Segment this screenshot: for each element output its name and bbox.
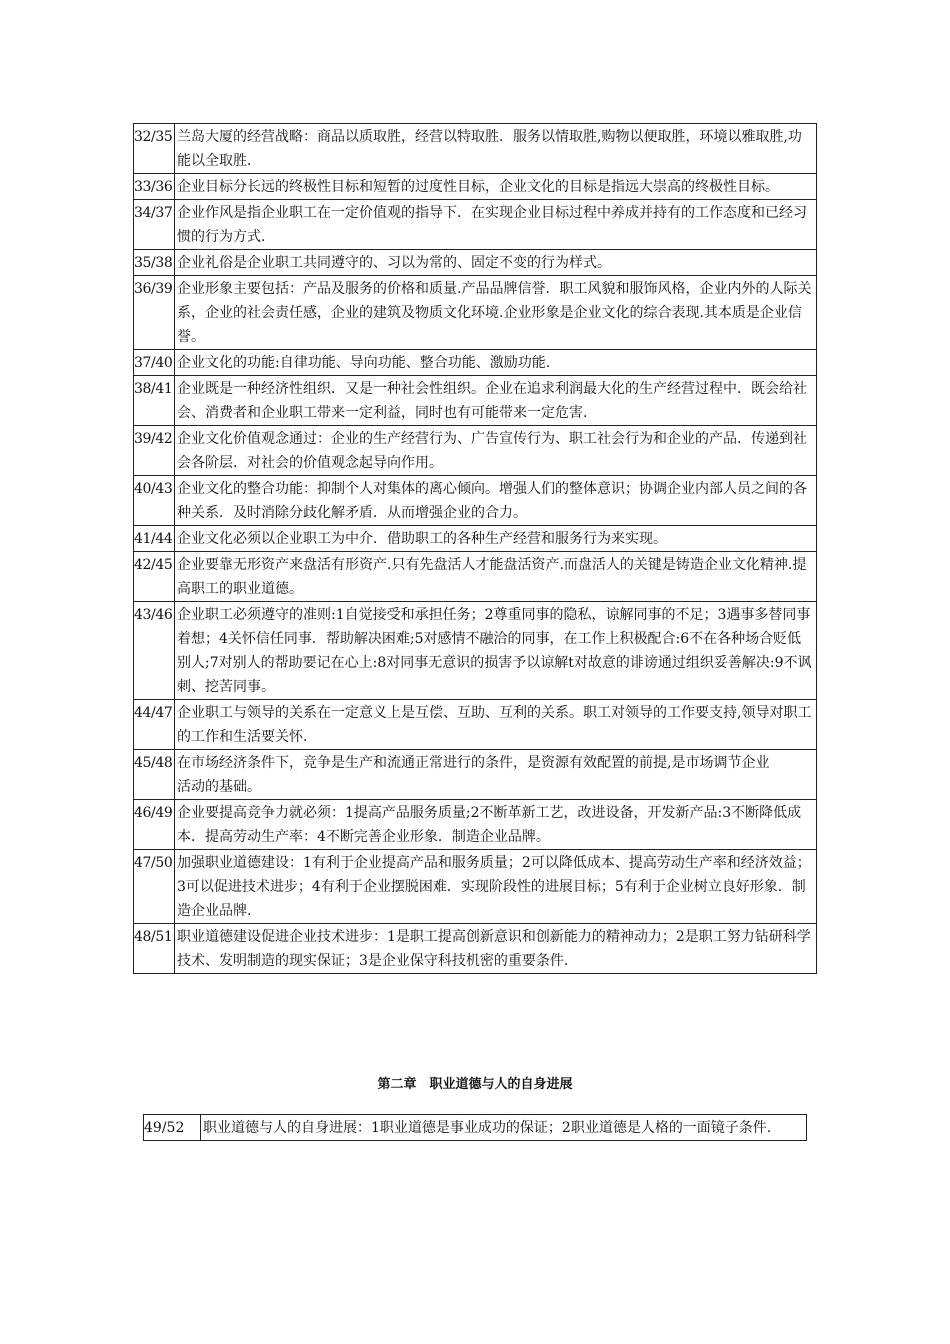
row-text: 企业文化的整合功能：抑制个人对集体的离心倾向。增强人们的整体意识；协调企业内部人员之间的各种关系．及时消除分歧化解矛盾．从而增强企业的合力。 <box>175 476 817 526</box>
chapter-heading: 第二章 职业道德与人的自身进展 <box>377 1077 573 1092</box>
row-number: 32/35 <box>134 124 175 174</box>
table-row <box>134 376 817 426</box>
table-row <box>134 750 817 800</box>
table-row <box>134 850 817 924</box>
row-text: 企业职工必须遵守的准则:1自觉接受和承担任务；2尊重同事的隐私，谅解同事的不足；3遇事多替同事着想；4关怀信任同事．帮助解决困难;5对感情不融洽的同事，在工作上积极配合:6不在各种场合贬低别人;7对别人的帮助要记在心上:8对同事无意识的损害予以谅解t对故意的诽谤通过组织妥善解决:9不讽刺、挖苦同事。 <box>175 602 817 700</box>
row-number: 37/40 <box>134 350 175 376</box>
row-text: 企业礼俗是企业职工共同遵守的、习以为常的、固定不变的行为样式。 <box>175 250 817 276</box>
row-text: 企业文化必须以企业职工为中介．借助职工的各种生产经营和服务行为来实现。 <box>175 526 817 552</box>
table-row <box>134 426 817 476</box>
row-number: 36/39 <box>134 276 175 350</box>
table-row <box>134 552 817 602</box>
table-row <box>134 276 817 350</box>
row-text: 企业要提高竞争力就必须：1提高产品服务质量;2不断革新工艺，改进设备，开发新产品:3不断降低成本．提高劳动生产率：4不断完善企业形象．制造企业品牌。 <box>175 800 817 850</box>
row-text: 企业职工与领导的关系在一定意义上是互偿、互助、互利的关系。职工对领导的工作要支持,领导对职工的工作和生活要关怀. <box>175 700 817 750</box>
row-text: 职业道德建设促进企业技术进步：1是职工提高创新意识和创新能力的精神动力；2是职工努力钻研科学技术、发明制造的现实保证；3是企业保守科技机密的重要条件. <box>175 924 817 974</box>
table-row <box>134 476 817 526</box>
qa-table-chapter-2 <box>143 1114 807 1141</box>
row-number: 43/46 <box>134 602 175 700</box>
row-number: 48/51 <box>134 924 175 974</box>
table-row <box>134 924 817 974</box>
row-text: 企业文化价值观念通过：企业的生产经营行为、广告宣传行为、职工社会行为和企业的产品．传递到社会各阶层．对社会的价值观念起导向作用。 <box>175 426 817 476</box>
table-row <box>144 1115 807 1141</box>
table-row <box>134 200 817 250</box>
row-number: 47/50 <box>134 850 175 924</box>
row-number: 42/45 <box>134 552 175 602</box>
row-text: 企业目标分长远的终极性目标和短暂的过度性目标，企业文化的目标是指远大崇高的终极性目标。 <box>175 174 817 200</box>
row-text: 职业道德与人的自身进展：1职业道德是事业成功的保证；2职业道德是人格的一面镜子条件. <box>201 1115 807 1141</box>
row-text: 兰岛大厦的经营战略：商品以质取胜，经营以特取胜．服务以情取胜,购物以便取胜，环境以雅取胜,功能以全取胜． <box>175 124 817 174</box>
table-row <box>134 700 817 750</box>
row-number: 41/44 <box>134 526 175 552</box>
row-number: 49/52 <box>144 1115 201 1141</box>
row-text: 企业形象主要包括：产品及服务的价格和质量.产品品牌信誉．职工风貌和服饰风格，企业内外的人际关系，企业的社会责任感，企业的建筑及物质文化环境.企业形象是企业文化的综合表现.其本质是企业信誉。 <box>175 276 817 350</box>
row-text: 企业作风是指企业职工在一定价值观的指导下．在实现企业目标过程中养成并持有的工作态度和已经习惯的行为方式. <box>175 200 817 250</box>
row-text: 在市场经济条件下，竞争是生产和流通正常进行的条件，是资源有效配置的前提,是市场调节企业 活动的基础。 <box>175 750 817 800</box>
row-number: 46/49 <box>134 800 175 850</box>
row-number: 39/42 <box>134 426 175 476</box>
row-number: 34/37 <box>134 200 175 250</box>
table-row <box>134 800 817 850</box>
row-number: 33/36 <box>134 174 175 200</box>
row-number: 35/38 <box>134 250 175 276</box>
table-row <box>134 124 817 174</box>
row-number: 44/47 <box>134 700 175 750</box>
row-number: 40/43 <box>134 476 175 526</box>
row-text: 企业既是一种经济性组织．又是一种社会性组织。企业在追求利润最大化的生产经营过程中．既会给社会、消费者和企业职工带来一定利益，同时也有可能带来一定危害. <box>175 376 817 426</box>
table-row <box>134 250 817 276</box>
row-number: 45/48 <box>134 750 175 800</box>
row-text: 企业文化的功能:自律功能、导向功能、整合功能、激励功能. <box>175 350 817 376</box>
table-row <box>134 350 817 376</box>
qa-table <box>133 123 817 974</box>
row-number: 38/41 <box>134 376 175 426</box>
table-row <box>134 526 817 552</box>
table-row <box>134 174 817 200</box>
row-text: 加强职业道德建设：1有利于企业提高产品和服务质量；2可以降低成本、提高劳动生产率和经济效益；3可以促进技术进步；4有利于企业摆脱困难．实现阶段性的进展目标；5有利于企业树立良好形象．制造企业品牌. <box>175 850 817 924</box>
qa-table-body <box>144 1115 807 1141</box>
row-text: 企业要靠无形资产来盘活有形资产.只有先盘活人才能盘活资产.而盘活人的关键是铸造企业文化精神.提高职工的职业道德。 <box>175 552 817 602</box>
table-row <box>134 602 817 700</box>
qa-table-body <box>134 124 817 974</box>
